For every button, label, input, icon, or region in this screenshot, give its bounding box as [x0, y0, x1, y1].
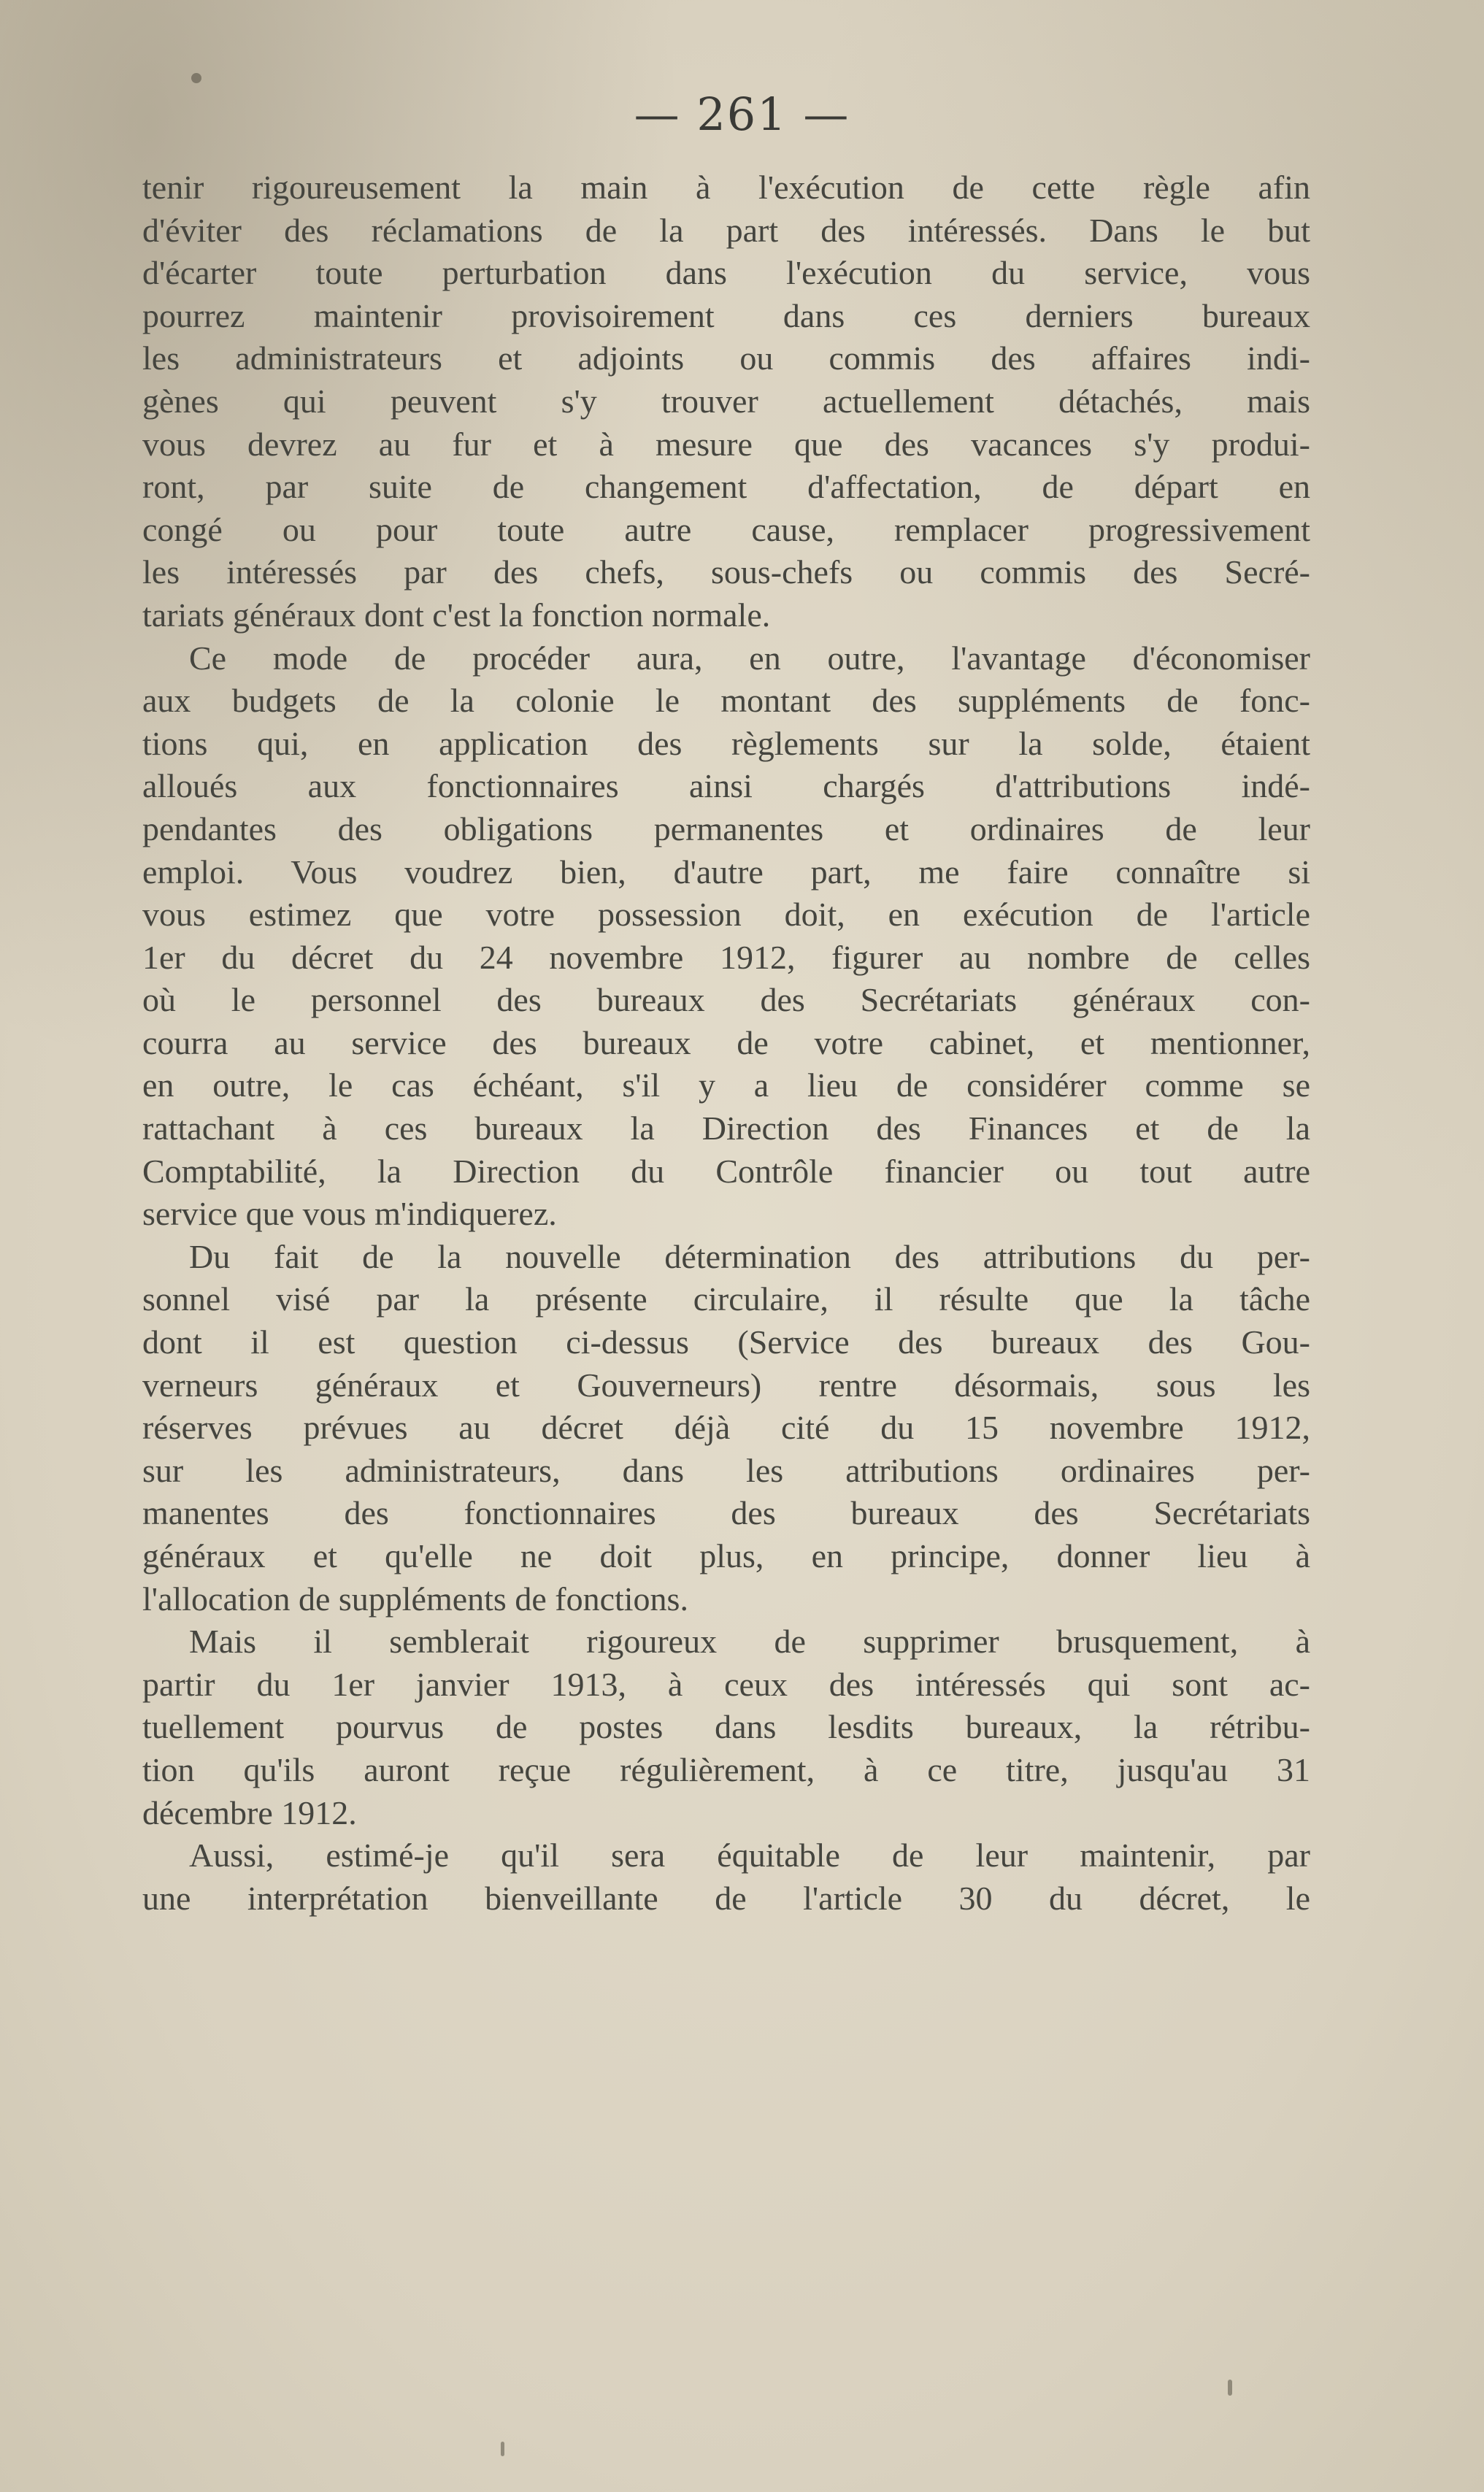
text-line: rattachant à ces bureaux la Direction des Finances et de la: [142, 1110, 1310, 1147]
text-line: tions qui, en application des règlements sur la solde, étaient: [142, 724, 1310, 762]
body-text: [142, 166, 1310, 1920]
paragraph: [142, 1620, 1310, 1834]
text-line: gènes qui peuvent s'y trouver actuellement détachés, mais: [142, 382, 1310, 420]
paper-speck: [191, 73, 201, 83]
text-line: l'allocation de suppléments de fonctions.: [142, 1580, 688, 1618]
paragraph: [142, 1236, 1310, 1620]
text-line: congé ou pour toute autre cause, remplacer progressivement: [142, 510, 1310, 548]
text-line: tion qu'ils auront reçue régulièrement, à ce titre, jusqu'au 31: [142, 1750, 1310, 1788]
text-line: 1er du décret du 24 novembre 1912, figurer au nombre de celles: [142, 938, 1310, 976]
text-line: décembre 1912.: [142, 1793, 357, 1831]
text-line: partir du 1er janvier 1913, à ceux des intéressés qui sont ac-: [142, 1665, 1310, 1703]
text-line: Comptabilité, la Direction du Contrôle financier ou tout autre: [142, 1152, 1310, 1190]
text-line: aux budgets de la colonie le montant des suppléments de fonc-: [142, 682, 1310, 720]
text-line: les intéressés par des chefs, sous-chefs ou commis des Secré-: [142, 553, 1310, 591]
text-line: alloués aux fonctionnaires ainsi chargés d'attributions indé-: [142, 767, 1310, 805]
paragraph: [142, 1834, 1310, 1920]
text-line: sonnel visé par la présente circulaire, il résulte que la tâche: [142, 1280, 1310, 1318]
text-line: dont il est question ci-dessus (Service des bureaux des Gou-: [142, 1323, 1310, 1361]
text-line: emploi. Vous voudrez bien, d'autre part, me faire connaître si: [142, 853, 1310, 891]
page-number: — 261 —: [634, 88, 850, 141]
text-line: en outre, le cas échéant, s'il y a lieu de considérer comme se: [142, 1066, 1310, 1104]
paper-speck: [501, 2442, 504, 2456]
text-line: Mais il semblerait rigoureux de supprimer brusquement, à: [189, 1623, 1310, 1661]
text-line: tuellement pourvus de postes dans lesdits bureaux, la rétribu-: [142, 1708, 1310, 1746]
text-line: Ce mode de procéder aura, en outre, l'avantage d'économiser: [189, 639, 1310, 677]
text-line: pourrez maintenir provisoirement dans ces derniers bureaux: [142, 296, 1310, 334]
text-line: Du fait de la nouvelle détermination des attributions du per-: [189, 1237, 1310, 1275]
text-line: pendantes des obligations permanentes et ordinaires de leur: [142, 809, 1310, 847]
text-line: sur les administrateurs, dans les attributions ordinaires per-: [142, 1451, 1310, 1489]
text-line: manentes des fonctionnaires des bureaux des Secrétariats: [142, 1494, 1310, 1532]
text-line: d'écarter toute perturbation dans l'exécution du service, vous: [142, 254, 1310, 292]
text-line: les administrateurs et adjoints ou commis des affaires indi-: [142, 339, 1310, 377]
text-line: réserves prévues au décret déjà cité du 15 novembre 1912,: [142, 1409, 1310, 1447]
paragraph: [142, 637, 1310, 1236]
text-line: vous estimez que votre possession doit, en exécution de l'article: [142, 896, 1310, 934]
text-line: courra au service des bureaux de votre cabinet, et mentionner,: [142, 1023, 1310, 1061]
text-line: verneurs généraux et Gouverneurs) rentre désormais, sous les: [142, 1366, 1310, 1404]
paragraph: [142, 166, 1310, 637]
text-line: où le personnel des bureaux des Secrétariats généraux con-: [142, 981, 1310, 1019]
text-line: généraux et qu'elle ne doit plus, en principe, donner lieu à: [142, 1537, 1310, 1574]
text-line: Aussi, estimé-je qu'il sera équitable de leur maintenir, par: [189, 1837, 1310, 1874]
text-line: service que vous m'indiquerez.: [142, 1195, 557, 1233]
paper-speck: [1228, 2380, 1232, 2396]
text-line: vous devrez au fur et à mesure que des vacances s'y produi-: [142, 425, 1310, 463]
text-line: d'éviter des réclamations de la part des intéressés. Dans le but: [142, 211, 1310, 249]
text-line: tenir rigoureusement la main à l'exécution de cette règle afin: [142, 169, 1310, 206]
text-line: une interprétation bienveillante de l'article 30 du décret, le: [142, 1879, 1310, 1917]
text-line: ront, par suite de changement d'affectation, de départ en: [142, 468, 1310, 506]
text-line: tariats généraux dont c'est la fonction normale.: [142, 596, 771, 634]
